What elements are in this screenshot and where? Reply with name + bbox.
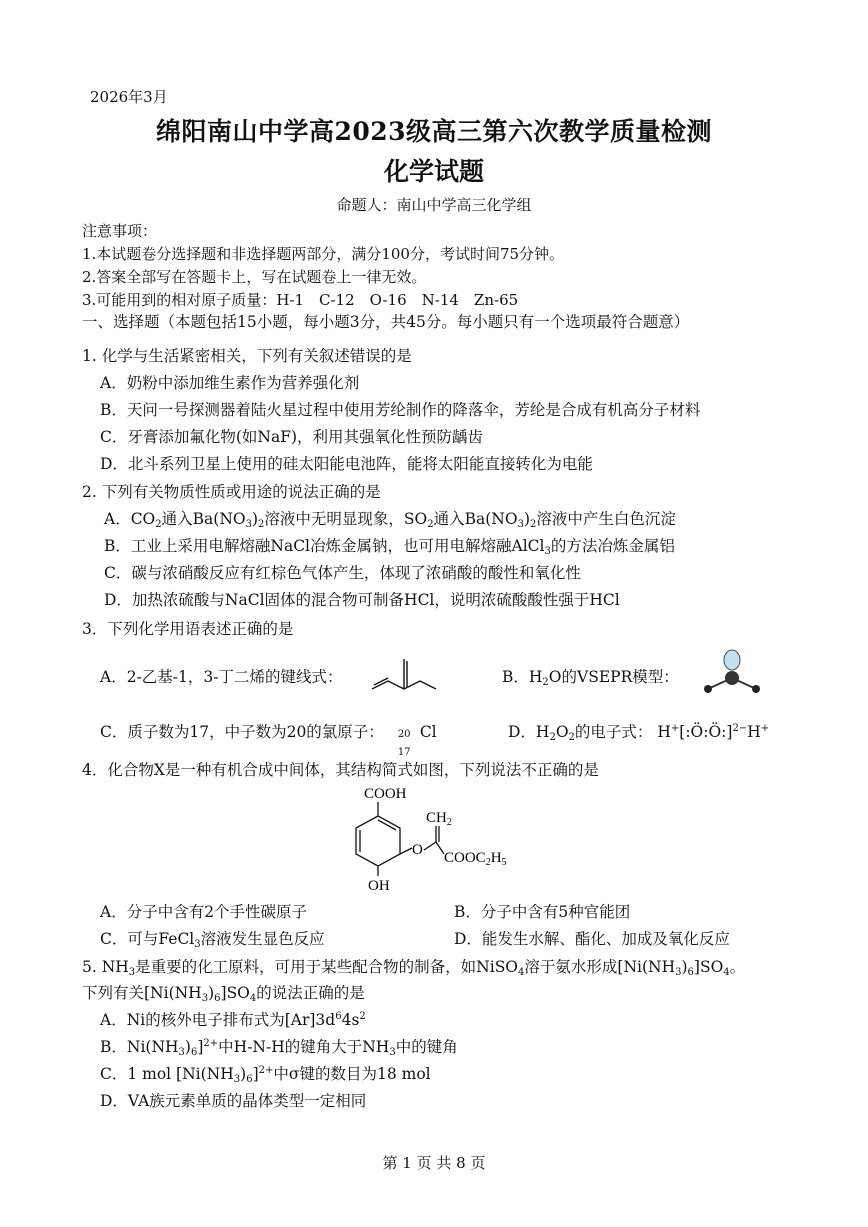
option-a: A．奶粉中添加维生素作为营养强化剂 (100, 374, 360, 392)
exam-author: 命题人：南山中学高三化学组 (336, 196, 532, 214)
option-a: A．2-乙基-1，3-丁二烯的键线式： (100, 668, 343, 686)
note-item: 3.可能用到的相对原子质量：H-1 C-12 O-16 N-14 Zn-65 (82, 291, 519, 309)
option-c: C．碳与浓硝酸反应有红棕色气体产生，体现了浓硝酸的酸性和氧化性 (104, 564, 581, 582)
vsepr-model-diagram (698, 648, 764, 696)
option-a: A．Ni的核外电子排布式为$[Ar]3d^64s^2$ (100, 1011, 366, 1029)
option-a: A．$CO_2$通入$Ba(NO_3)_2$溶液中无明显现象，$SO_2$通入$Ba(NO_3)_2$溶液中产生白色沉淀 (104, 510, 676, 530)
page-number: 第 1 页 共 8 页 (382, 1154, 486, 1172)
compound-x-structure (340, 782, 540, 894)
question-stem: 3．下列化学用语表述正确的是 (82, 620, 294, 638)
option-c: C．可与FeCl$_3$溶液发生显色反应 (100, 930, 325, 950)
option-c: C．1 mol $[Ni(NH_3)_6]^{2+}$中σ键的数目为18 mol (100, 1065, 431, 1085)
svg-text:CH2: $CH_2$ (426, 810, 452, 828)
option-b: B．分子中含有5种官能团 (454, 903, 631, 921)
question-stem: 4．化合物X是一种有机合成中间体，其结构简式如图，下列说法不正确的是 (82, 761, 599, 779)
option-b: B．$H_2O$的VSEPR模型： (502, 668, 679, 688)
question-stem: 2. 下列有关物质性质或用途的说法正确的是 (82, 483, 381, 501)
question-stem: 1. 化学与生活紧密相关，下列有关叙述错误的是 (82, 347, 412, 365)
option-d: D．北斗系列卫星上使用的硅太阳能电池阵，能将太阳能直接转化为电能 (100, 455, 593, 473)
note-item: 1.本试题卷分选择题和非选择题两部分，满分100分，考试时间75分钟。 (82, 245, 565, 263)
question-stem: 5. $NH_3$是重要的化工原料，可用于某些配合物的制备，如NiSO$_4$溶于氨水形成$[Ni(NH_3)_6]SO_4$。 (82, 958, 746, 978)
question-stem-cont: 下列有关$[Ni(NH_3)_6]SO_4$的说法正确的是 (82, 984, 365, 1004)
note-item: 2.答案全部写在答题卡上，写在试题卷上一律无效。 (82, 268, 427, 286)
option-d: D．能发生水解、酯化、加成及氧化反应 (454, 930, 730, 948)
option-c: C．质子数为17，中子数为20的氯原子： 20 17 Cl (100, 723, 437, 758)
hydroxyl-label: OH (368, 878, 390, 894)
exam-date: 2026年3月 (90, 88, 168, 106)
skeletal-formula-diagram (368, 655, 444, 695)
option-d: D．加热浓硫酸与NaCl固体的混合物可制备HCl，说明浓硫酸酸性强于HCl (104, 591, 620, 609)
option-d: D．VA族元素单质的晶体类型一定相同 (100, 1092, 367, 1110)
option-c: C．牙膏添加氟化物(如NaF)，利用其强氧化性预防龋齿 (100, 428, 484, 446)
notes-heading: 注意事项： (82, 222, 158, 240)
cooh-label: COOH (364, 786, 407, 802)
exam-subject: 化学试题 (383, 157, 484, 186)
svg-text:COOC2H5: $COOC_2H_5$ (444, 850, 507, 868)
option-b: B．天问一号探测器着陆火星过程中使用芳纶制作的降落伞，芳纶是合成有机高分子材料 (100, 401, 701, 419)
exam-title: 绵阳南山中学高2023级高三第六次教学质量检测 (155, 117, 713, 146)
option-b: B．工业上采用电解熔融NaCl冶炼金属钠，也可用电解熔融AlCl$_3$的方法冶炼金属铝 (104, 537, 675, 557)
ether-o-label: O (412, 842, 423, 858)
option-d: D．$H_2O_2$的电子式： H+[:Ö:Ö:]$^{2-}$H+ (508, 723, 770, 743)
section-heading: 一、选择题（本题包括15小题，每小题3分，共45分。每小题只有一个选项最符合题意） (82, 313, 690, 331)
option-a: A．分子中含有2个手性碳原子 (100, 903, 308, 921)
option-b: B．$Ni(NH_3)_6]^{2+}$中H-N-H的键角大于$NH_3$中的键角 (100, 1038, 458, 1058)
